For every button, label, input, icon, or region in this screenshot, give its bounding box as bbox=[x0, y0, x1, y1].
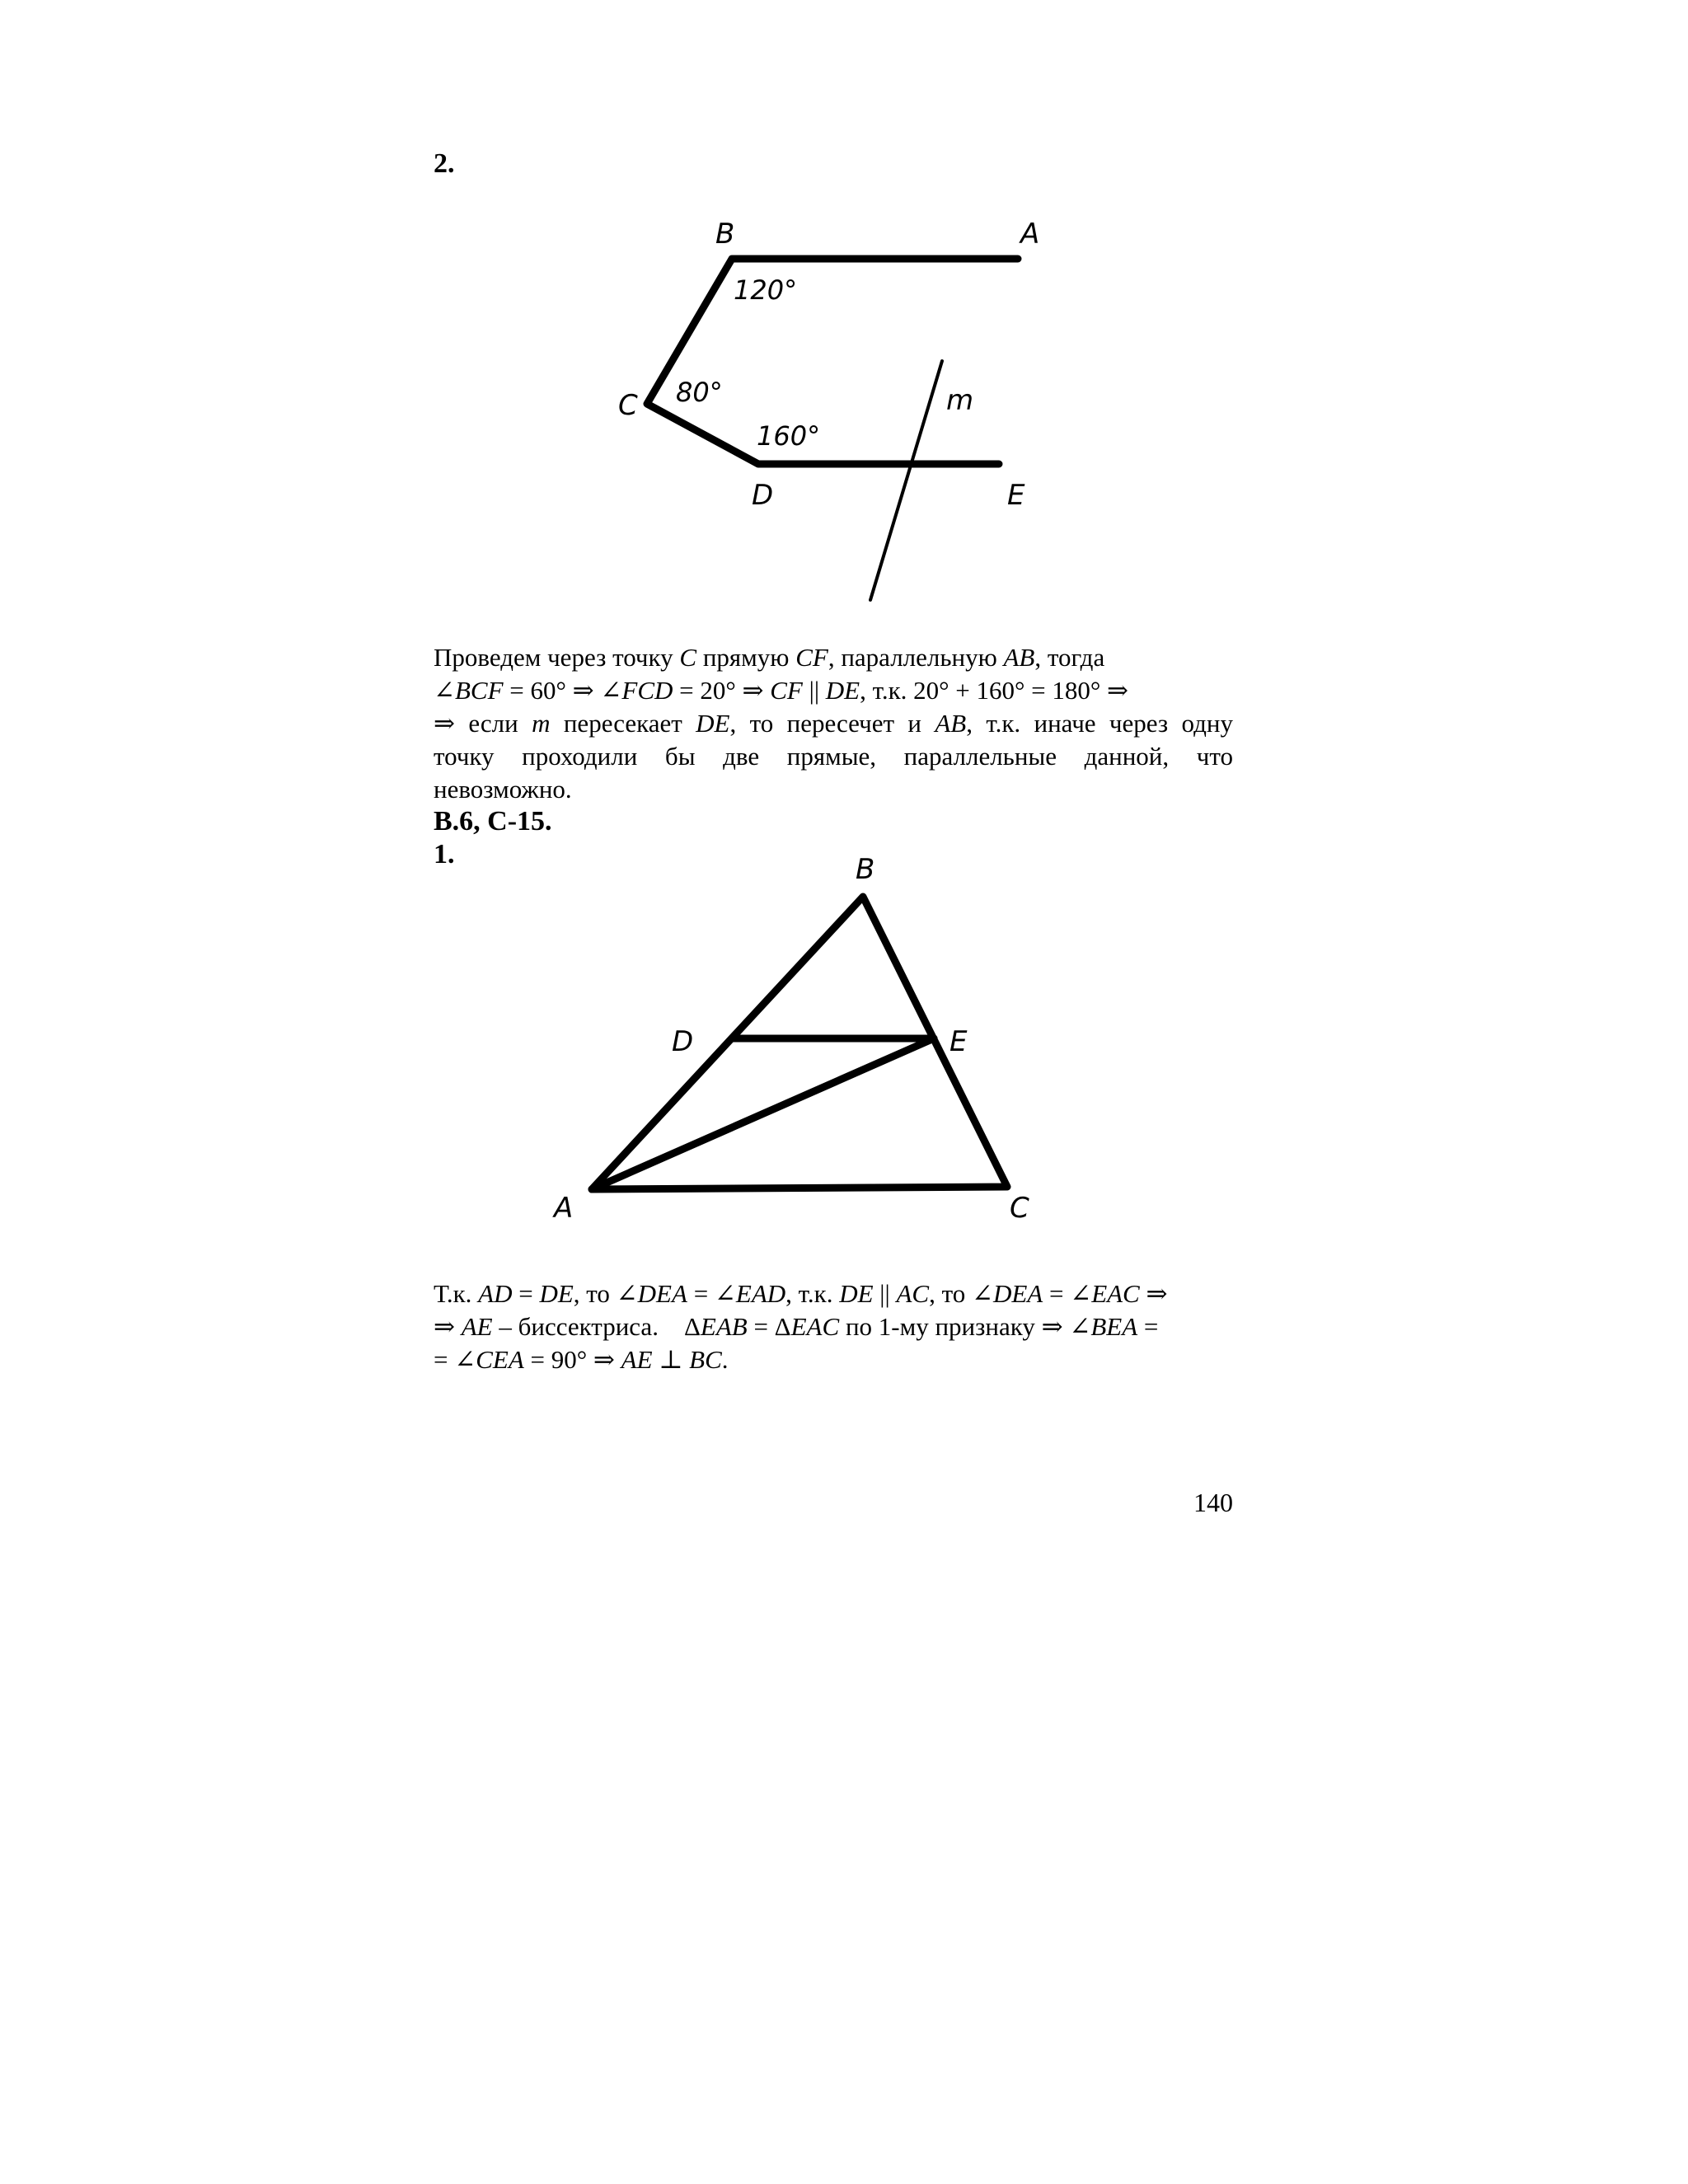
label-b2: B bbox=[856, 853, 875, 886]
section-header: В.6, С-15. bbox=[434, 806, 552, 837]
figure-broken-line bbox=[0, 0, 1688, 643]
angle-c-label: 80° bbox=[676, 377, 723, 408]
segment-ae bbox=[592, 1038, 934, 1189]
label-c2: C bbox=[1010, 1192, 1029, 1225]
problem-1-number: 1. bbox=[434, 839, 455, 869]
label-d2: D bbox=[672, 1025, 694, 1058]
label-m: m bbox=[946, 384, 974, 417]
label-e2: E bbox=[950, 1025, 968, 1058]
problem-2-number: 2. bbox=[434, 148, 455, 179]
angle-d-label: 160° bbox=[757, 420, 821, 452]
paragraph-1-line-4: точку проходили бы две прямые, параллельные данной, что bbox=[434, 742, 1233, 771]
paragraph-1-line-5: невозможно. bbox=[434, 775, 572, 804]
paragraph-2-line-1: Т.к. AD = DE, то ∠DEA = ∠EAD, т.к. DE || AC, то ∠DEA = ∠EAC ⇒ bbox=[434, 1279, 1168, 1308]
triangle-abc bbox=[592, 897, 1007, 1189]
paragraph-1-line-3: ⇒ если m пересекает DE, то пересечет и AB, т.к. иначе через одну bbox=[434, 709, 1234, 738]
label-e: E bbox=[1007, 479, 1025, 512]
paragraph-1-line-2: ∠BCF = 60° ⇒ ∠FCD = 20° ⇒ CF || DE, т.к. 20° + 160° = 180° ⇒ bbox=[434, 676, 1129, 705]
line-m bbox=[870, 361, 942, 600]
paragraph-2-line-2: ⇒ AE – биссектриса. ΔEAB = ΔEAC по 1-му признаку ⇒ ∠BEA = bbox=[434, 1312, 1159, 1341]
paragraph-1-line-1: Проведем через точку C прямую CF, параллельную AB, тогда bbox=[434, 643, 1105, 672]
label-a: A bbox=[1020, 218, 1040, 251]
label-a2: A bbox=[554, 1192, 574, 1225]
label-b: B bbox=[715, 218, 735, 251]
angle-b-label: 120° bbox=[734, 274, 798, 306]
label-c: C bbox=[618, 389, 638, 422]
page-number: 140 bbox=[1193, 1488, 1233, 1517]
paragraph-2-line-3: = ∠CEA = 90° ⇒ AE ⊥ BC. bbox=[434, 1345, 729, 1374]
broken-line-abcde bbox=[647, 259, 1018, 464]
label-d: D bbox=[752, 479, 774, 512]
figure-triangle bbox=[0, 824, 1688, 1253]
